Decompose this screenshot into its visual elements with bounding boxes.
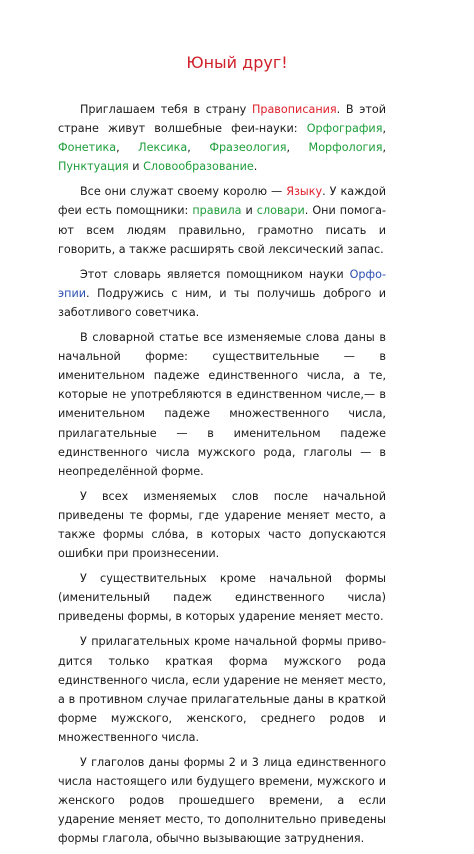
highlighted-term: Орфография — [306, 122, 383, 136]
text-run: Все они служат своему королю — — [80, 185, 287, 199]
highlighted-term: Лексика — [138, 141, 188, 155]
text-run: В словарной статье все изменяемые слова даны в начальной форме: существительные — в именительном падеже единственного числа, а те, которые не употребляются в единственном числе,— в именительном падеже множественного числа, прилагательные — в именительном падеже единственного числа мужского рода, глаголы — в неопределённой форме. — [58, 331, 386, 478]
text-run: У глаголов даны формы 2 и 3 лица единственного числа настоящего или будущего времени, мужского и женского родов прошедшего времени, а если ударение меняет место, то дополнительно приведены формы глагола, обычно вызывающие затруднения. — [58, 756, 386, 846]
highlighted-term: Морфология — [308, 141, 383, 155]
text-run: и — [128, 160, 144, 174]
paragraph — [58, 265, 386, 322]
paragraph — [58, 632, 386, 747]
text-run: , — [382, 122, 386, 136]
paragraph — [58, 182, 386, 258]
paragraph — [58, 569, 386, 626]
text-run: . Подружись с ним, и ты получишь доброго и заботливого советчика. — [58, 286, 386, 319]
text-run: и — [241, 204, 257, 218]
highlighted-term: Языку — [286, 185, 323, 199]
text-run: У существительных кроме начальной формы (именительный падеж единственного числа) приведены формы, в которых ударение меняет место. — [58, 572, 386, 624]
paragraph — [58, 487, 386, 563]
text-run: . У каждой феи есть помощники: — [58, 185, 387, 218]
paragraph — [58, 100, 386, 176]
text-run: , — [187, 141, 210, 155]
text-run: . Они помогают всем людям правильно, грамотно писать и говорить, а также расширять свой лексический запас. — [58, 204, 386, 256]
highlighted-term: правила — [192, 204, 242, 218]
text-run: У прилагательных кроме начальной формы приводится только краткая форма мужского рода единственного числа, если ударение не меняет место, а в противном случае прилагательные даны в краткой форме мужского, женского, среднего родов и множественного числа. — [58, 635, 386, 744]
text-run: Приглашаем тебя в страну — [80, 103, 252, 116]
text-run: Этот словарь является помощником науки — [80, 267, 350, 281]
highlighted-term: словари — [256, 204, 305, 218]
text-run: , — [286, 141, 309, 155]
highlighted-term: Правописания — [251, 103, 337, 116]
text-run: , — [382, 141, 386, 155]
paragraph — [58, 328, 386, 481]
text-run: , — [116, 141, 139, 155]
highlighted-term: Словообразование — [143, 160, 254, 174]
text-run: . — [253, 160, 258, 174]
highlighted-term: Фонетика — [58, 141, 117, 155]
paragraph — [58, 753, 386, 848]
text-run: . В этой стране живут волшебные феи-науки: — [58, 103, 386, 136]
highlighted-term: Фразеология — [209, 141, 287, 155]
highlighted-term: Орфоэпии — [58, 267, 386, 300]
highlighted-term: Пунктуация — [58, 160, 129, 174]
body-text — [58, 100, 386, 854]
page-title: Юный друг! — [186, 53, 288, 72]
text-run: У всех изменяемых слов после начальной приведены те формы, где ударение меняет место, а также формы сло́ва, в которых часто допускаются ошибки при произнесении. — [58, 489, 386, 561]
